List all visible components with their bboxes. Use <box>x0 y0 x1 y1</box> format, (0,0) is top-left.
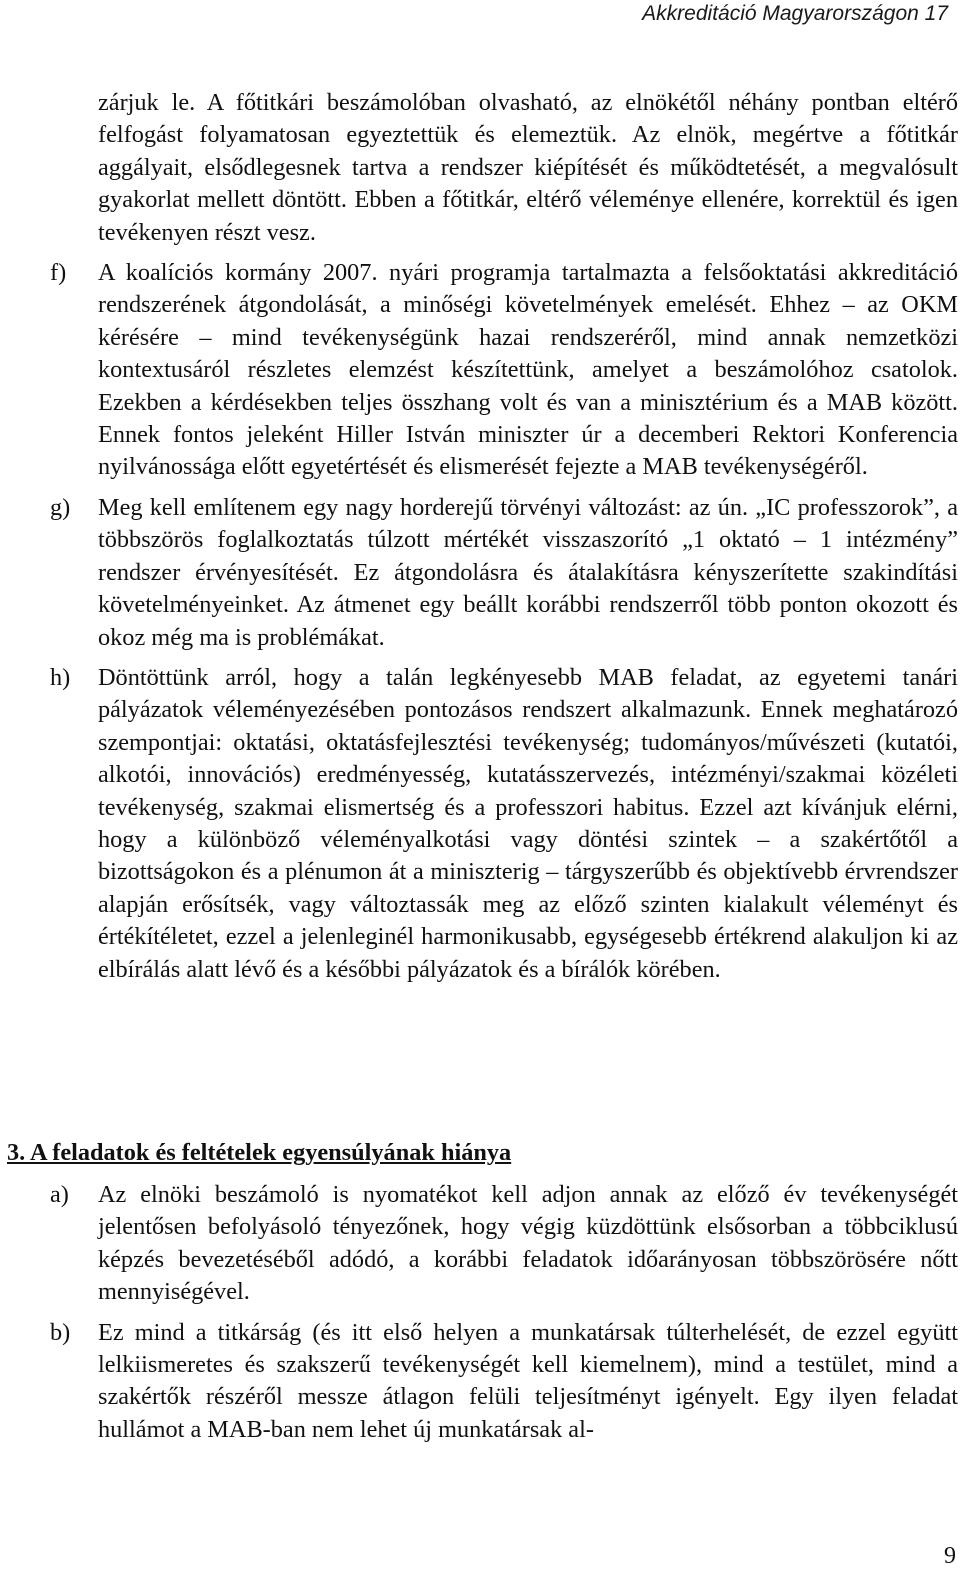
section-heading: 3. A feladatok és feltételek egyensúlyának hiánya <box>7 1139 512 1166</box>
list-item-text: A koalíciós kormány 2007. nyári programja tartalmazta a felsőoktatási akkreditáció rendszerének átgondolását, a minőségi követelmények emelését. Ehhez – az OKM kérésére – mind tevékenységünk hazai rendszeréről, mind annak nemzetközi kontextusáról részletes elemzést készítettünk, amelyet a beszámolóhoz csatolok. Ezekben a kérdésekben teljes összhang volt és van a minisztérium és a MAB között. Ennek fontos jeleként Hiller István miniszter úr a decemberi Rektori Konferencia nyilvánossága előtt egyetértését és elismerését fejezte a MAB tevékenységéről. <box>98 259 958 481</box>
main-text <box>50 87 958 986</box>
list-item-text: Döntöttünk arról, hogy a talán legkényesebb MAB feladat, az egyetemi tanári pályázatok véleményezésében pontozásos rendszert alkalmazunk. Ennek meghatározó szempontjai: oktatási, oktatásfejlesztési tevékenység; tudományos/művészeti (kutatói, alkotói, innovációs) eredményesség, kutatásszervezés, intézményi/szakmai közéleti tevékenység, szakmai elismertség és a professzori habitus. Ezzel azt kívánjuk elérni, hogy a különböző véleményalkotási vagy döntési szintek – a szakértőtől a bizottságokon és a plénumon át a miniszterig – tárgyszerűbb és objektívebb érvrendszer alapján erősítsék, vagy változtassák meg az előző szinten kialakult véleményt és értékítéletet, ezzel a jelenleginél harmonikusabb, egységesebb értékrend alakuljon ki az elbírálás alatt lévő és a későbbi pályázatok és a bírálók körében. <box>98 663 958 983</box>
list-item-text: Az elnöki beszámoló is nyomatékot kell adjon annak az előző év tevékenységét jelentősen befolyásoló tényezőnek, hogy végig küzdöttünk elsősorban a többciklusú képzés bevezetéséből adódó, a korábbi feladatok időarányosan többszörösére nőtt mennyiségével. <box>98 1181 958 1306</box>
list-item-label: f) <box>50 259 67 287</box>
list-item-label: h) <box>50 663 71 691</box>
list-item-a <box>50 1179 958 1309</box>
list-item-f <box>50 257 958 484</box>
list-item-h <box>50 662 958 986</box>
list-item-label: a) <box>50 1181 69 1208</box>
page-number: 9 <box>944 1543 956 1569</box>
list-item-text: Ez mind a titkárság (és itt első helyen a munkatársak túlterhelését, de ezzel együtt lelkiismeretes és szakszerű tevékenységét kell kiemelnem), mind a testület, mind a szakértők részéről messze átlagon felüli teljesítményt igényelt. Egy ilyen feladat hullámot a MAB-ban nem lehet új munkatársak al- <box>98 1318 958 1443</box>
list-item-label: b) <box>50 1318 71 1346</box>
list-item-label: g) <box>50 493 71 521</box>
section-3-list <box>50 1179 958 1446</box>
list-item-b <box>50 1317 958 1447</box>
list-item-g <box>50 492 958 654</box>
running-header: Akkreditáció Magyarországon 17 <box>642 2 948 25</box>
continuation-paragraph: zárjuk le. A főtitkári beszámolóban olvasható, az elnökétől néhány pontban eltérő felfogást folyamatosan egyeztettük és elemeztük. Az elnök, megértve a főtitkár aggályait, elsődlegesnek tartva a rendszer kiépítését és működtetését, a megvalósult gyakorlat mellett döntött. Ebben a főtitkár, eltérő véleménye ellenére, korrektül és igen tevékenyen részt vesz. <box>98 89 958 246</box>
list-item-text: Meg kell említenem egy nagy horderejű törvényi változást: az ún. „IC professzorok”, a többszörös foglalkoztatás túlzott mértékét visszaszorító „1 oktató – 1 intézmény” rendszer érvényesítését. Ez átgondolásra és átalakításra kényszerítette szakindítási követelményeinket. Az átmenet egy beállt korábbi rendszerről több ponton okozott és okoz még ma is problémákat. <box>98 493 958 651</box>
